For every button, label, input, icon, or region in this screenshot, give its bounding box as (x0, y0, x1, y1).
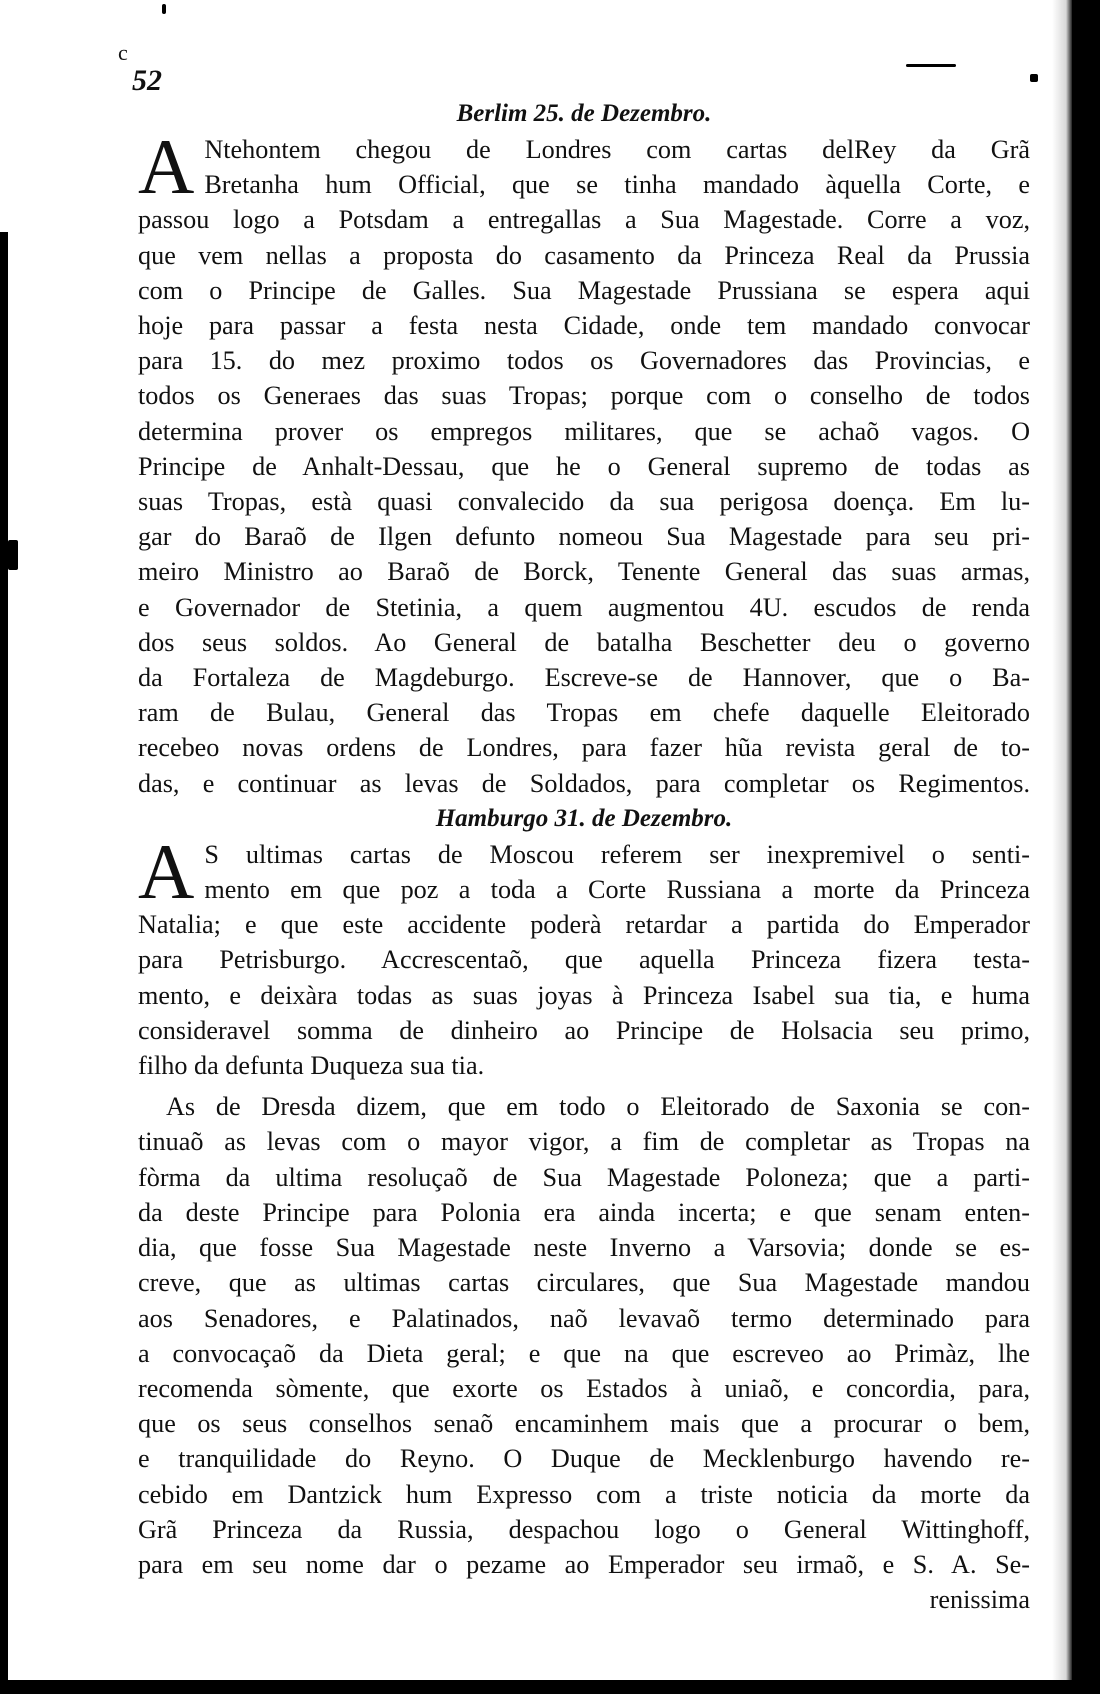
right-page-shadow (1052, 0, 1072, 1694)
text-line: que vem nellas a proposta do casamento da Princeza Real da Prussia (138, 240, 1030, 270)
text-line: tinuaõ as levas com o mayor vigor, a fim de completar as Tropas na (138, 1127, 1030, 1157)
ink-speck (906, 64, 956, 67)
page-number: 52 (132, 64, 162, 97)
text-line: da Fortaleza de Magdeburgo. Escreve-se de Hannover, que o Ba- (138, 663, 1030, 693)
text-line: meiro Ministro ao Baraõ de Borck, Tenente General das suas armas, (138, 557, 1030, 587)
text-line: Bretanha hum Official, que se tinha mandado àquella Corte, e (204, 170, 1030, 200)
text-line: para 15. do mez proximo todos os Governadores das Provincias, e (138, 346, 1030, 376)
text-line: mento, e deixàra todas as suas joyas à Princeza Isabel sua tia, e huma (138, 980, 1030, 1010)
text-line: das, e continuar as levas de Soldados, para completar os Regimentos. (138, 768, 1030, 798)
text-line: dia, que fosse Sua Magestade neste Inverno a Varsovia; donde se es- (138, 1233, 1030, 1263)
text-line: S ultimas cartas de Moscou referem ser inexpremivel o senti- (204, 839, 1030, 869)
text-line: dos seus soldos. Ao General de batalha Beschetter deu o governo (138, 627, 1030, 657)
text-line: e tranquilidade do Reyno. O Duque de Mecklenburgo havendo re- (138, 1444, 1030, 1474)
dateline-berlim: Berlim 25. de Dezembro. (456, 100, 712, 127)
text-line: As de Dresda dizem, que em todo o Eleitorado de Saxonia se con- (166, 1092, 1030, 1122)
text-line: que os seus conselhos senaõ encaminhem mais que a procurar o bem, (138, 1409, 1030, 1439)
ink-speck (1030, 74, 1038, 82)
text-line: aos Senadores, e Palatinados, naõ levavaõ termo determinado para (138, 1303, 1030, 1333)
text-line: determina prover os empregos militares, que se achaõ vagos. O (138, 416, 1030, 446)
text-line: Principe de Anhalt-Dessau, que he o General supremo de todas as (138, 451, 1030, 481)
text-line: consideravel somma de dinheiro ao Principe de Holsacia seu primo, (138, 1015, 1030, 1045)
text-line: Ntehontem chegou de Londres com cartas delRey da Grã (204, 135, 1030, 164)
text-line: mento em que poz a toda a Corte Russiana a morte da Princeza (204, 875, 1030, 905)
article-berlim (138, 123, 1030, 801)
drop-capital: A (138, 827, 195, 915)
text-line: recebeo novas ordens de Londres, para fazer hũa revista geral de to- (138, 733, 1030, 763)
text-line: recomenda sòmente, que exorte os Estados à uniaõ, e concordia, para, (138, 1373, 1030, 1403)
drop-capital: A (138, 123, 195, 210)
text-line: a convocaçaõ da Dieta geral; e que na que escreveo ao Primàz, lhe (138, 1338, 1030, 1368)
bottom-page-edge (0, 1680, 1100, 1694)
catchword: renissima (929, 1585, 1030, 1615)
text-line: hoje para passar a festa nesta Cidade, onde tem mandado convocar (138, 311, 1030, 341)
article-hamburgo (138, 827, 1030, 1617)
left-page-edge (0, 232, 8, 1694)
text-line: cebido em Dantzick hum Expresso com a triste noticia da morte da (138, 1479, 1030, 1509)
text-line: gar do Baraõ de Ilgen defunto nomeou Sua Magestade para seu pri- (138, 522, 1030, 552)
ink-speck (8, 540, 18, 570)
right-binding-edge (1072, 0, 1100, 1694)
text-line: da deste Principe para Polonia era ainda incerta; e que senam enten- (138, 1197, 1030, 1227)
text-line: filho da defunta Duqueza sua tia. (138, 1051, 485, 1081)
ink-speck (162, 4, 166, 14)
text-line: Natalia; e que este accidente poderà retardar a partida do Emperador (138, 910, 1030, 940)
text-line: todos os Generaes das suas Tropas; porque com o conselho de todos (138, 381, 1030, 411)
dateline-hamburgo: Hamburgo 31. de Dezembro. (435, 804, 733, 832)
text-line: creve, que as ultimas cartas circulares, que Sua Magestade mandou (138, 1268, 1030, 1298)
text-line: para em seu nome dar o pezame ao Emperador seu irmaõ, e S. A. Se- (138, 1549, 1030, 1579)
text-line: para Petrisburgo. Accrescentaõ, que aquella Princeza fizera testa- (138, 945, 1030, 975)
text-line: passou logo a Potsdam a entregallas a Sua Magestade. Corre a voz, (138, 205, 1030, 235)
text-line: Grã Princeza da Russia, despachou logo o General Wittinghoff, (138, 1514, 1030, 1544)
text-line: suas Tropas, està quasi convalecido da sua perigosa doença. Em lu- (138, 487, 1030, 517)
document-body (138, 96, 1030, 1617)
text-line: ram de Bulau, General das Tropas em chefe daquelle Eleitorado (138, 698, 1030, 728)
corner-mark: c (118, 40, 128, 65)
text-line: com o Principe de Galles. Sua Magestade Prussiana se espera aqui (138, 275, 1030, 305)
text-line: fòrma da ultima resoluçaõ de Sua Magestade Poloneza; que a parti- (138, 1162, 1030, 1192)
text-line: e Governador de Stetinia, a quem augmentou 4U. escudos de renda (138, 592, 1030, 622)
